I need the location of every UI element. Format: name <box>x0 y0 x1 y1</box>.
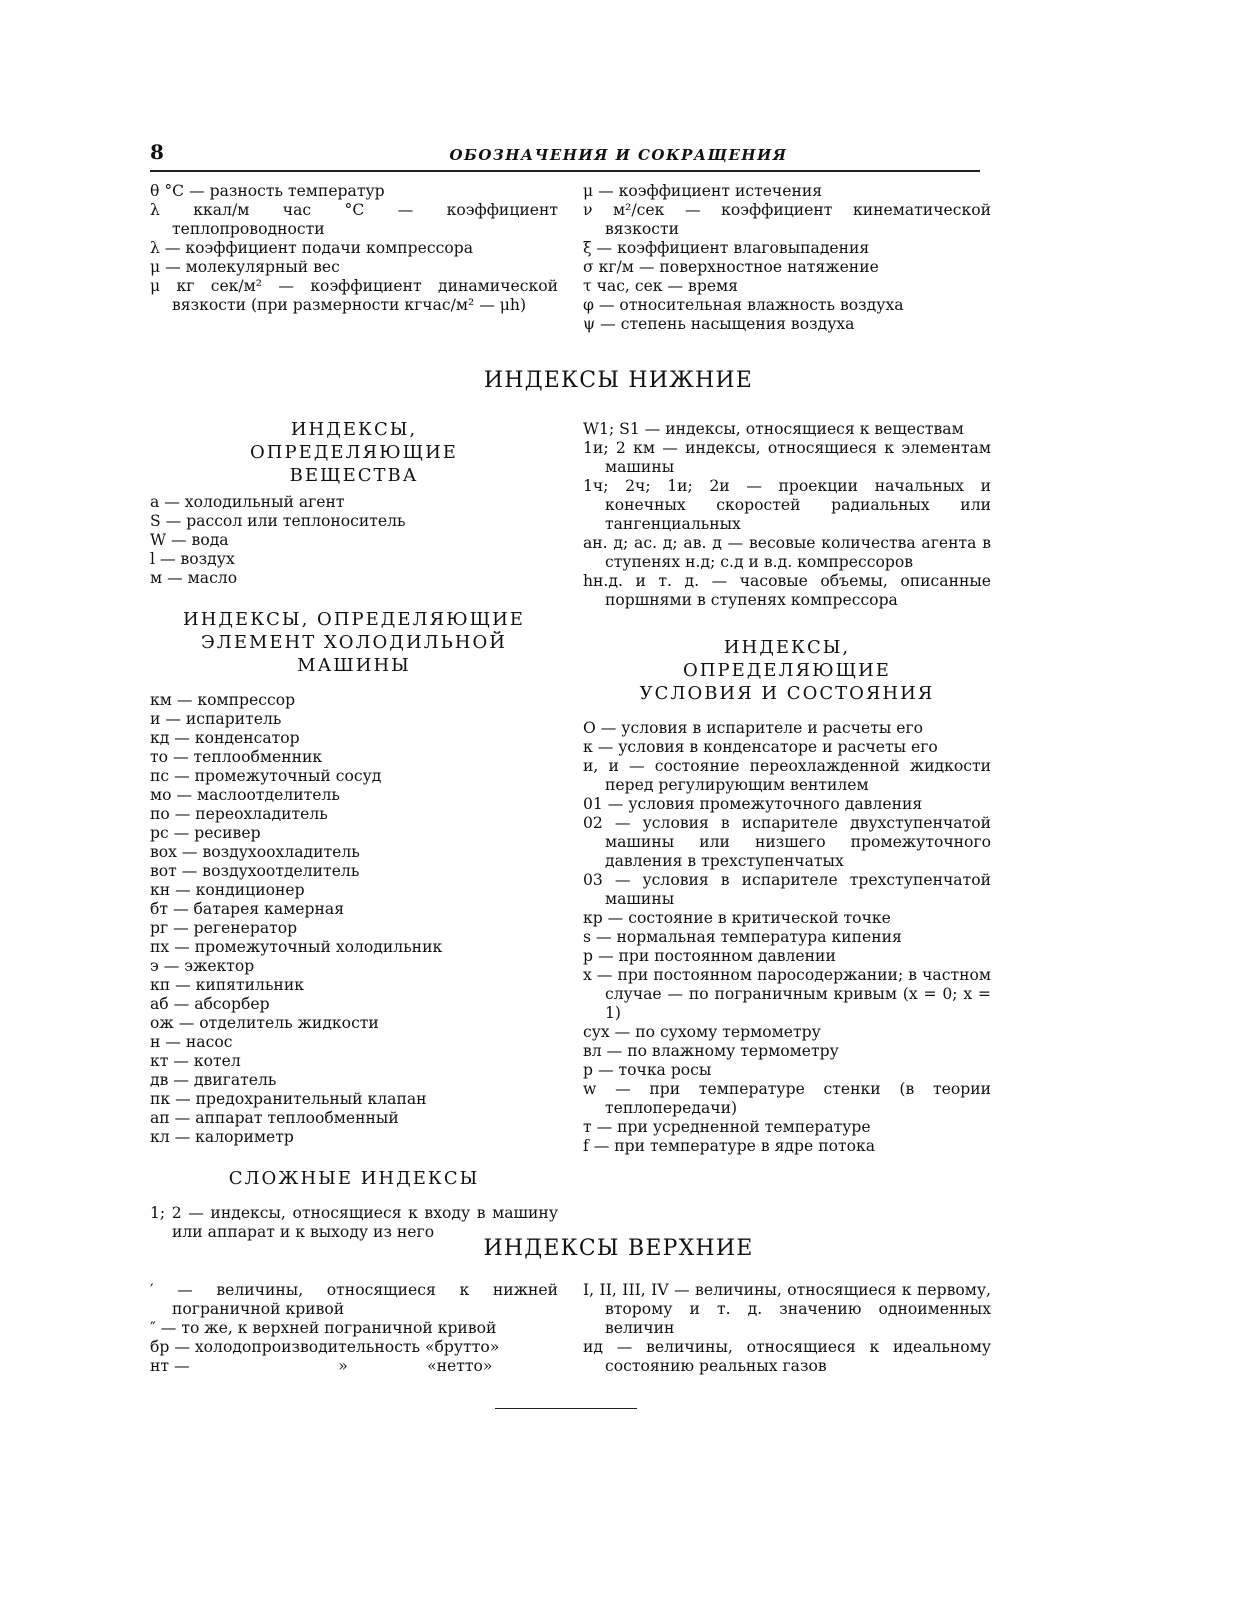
index-entry: мо — маслоотделитель <box>150 786 340 804</box>
index-entry: hн.д. и т. д. — часовые объемы, описанные поршнями в ступенях компрессора <box>583 572 991 609</box>
subsection-title-conditions: ИНДЕКСЫ, ОПРЕДЕЛЯЮЩИЕ УСЛОВИЯ И СОСТОЯНИЯ <box>639 637 935 704</box>
upper-left-column <box>150 1281 558 1376</box>
index-entry: ап — аппарат теплообменный <box>150 1109 399 1127</box>
top-left-column <box>150 182 558 315</box>
index-entry: х — при постоянном паросодержании; в частном случае — по пограничным кривым (x = 0; x = 1) <box>583 966 991 1022</box>
index-entry: ′ — величины, относящиеся к нижней пограничной кривой <box>150 1281 558 1318</box>
section-title-upper-indices: ИНДЕКСЫ ВЕРХНИЕ <box>483 1236 754 1261</box>
notation-entry: φ — относительная влажность воздуха <box>583 296 904 314</box>
index-entry: а — холодильный агент <box>150 493 345 511</box>
section-title-lower-indices: ИНДЕКСЫ НИЖНИЕ <box>483 368 754 393</box>
index-entry: I, II, III, IV — величины, относящиеся к первому, второму и т. д. значению одноименных величин <box>583 1281 991 1337</box>
index-entry: м — масло <box>150 569 238 587</box>
notation-entry: σ кг/м — поверхностное натяжение <box>583 258 879 276</box>
index-entry: р — при постоянном давлении <box>583 947 836 965</box>
index-entry: э — эжектор <box>150 957 255 975</box>
index-entry: бр — холодопроизводительность «брутто» <box>150 1338 500 1356</box>
index-entry: нт — » «нетто» <box>150 1357 493 1375</box>
notation-entry: ξ — коэффициент влаговыпадения <box>583 239 870 257</box>
index-entry: кт — котел <box>150 1052 241 1070</box>
index-entry: s — нормальная температура кипения <box>583 928 902 946</box>
index-entry: 02 — условия в испарителе двухступенчатой машины или низшего промежуточного давления в трехступенчатых <box>583 814 991 870</box>
index-entry: кп — кипятильник <box>150 976 304 994</box>
index-entry: ан. д; ас. д; ав. д — весовые количества агента в ступенях н.д; с.д и в.д. компрессоров <box>583 534 991 571</box>
index-entry: S — рассол или теплоноситель <box>150 512 406 530</box>
index-entry: 1; 2 — индексы, относящиеся к входу в машину или аппарат и к выходу из него <box>150 1204 558 1241</box>
index-entry: ож — отделитель жидкости <box>150 1014 379 1032</box>
index-entry: кл — калориметр <box>150 1128 294 1146</box>
index-entry: вл — по влажному термометру <box>583 1042 839 1060</box>
subsection-title-complex: СЛОЖНЫЕ ИНДЕКСЫ <box>228 1168 480 1189</box>
index-entry: w — при температуре стенки (в теории теплопередачи) <box>583 1080 991 1117</box>
index-entry: ″ — то же, к верхней пограничной кривой <box>150 1319 497 1337</box>
index-entry: и, и — состояние переохлажденной жидкости перед регулирующим вентилем <box>583 757 991 794</box>
notation-entry: ν м²/сек — коэффициент кинематической вязкости <box>583 201 991 238</box>
index-entry: н — насос <box>150 1033 233 1051</box>
index-entry: бт — батарея камерная <box>150 900 345 918</box>
index-entry: f — при температуре в ядре потока <box>583 1137 876 1155</box>
index-entry: кд — конденсатор <box>150 729 300 747</box>
index-entry: О — условия в испарителе и расчеты его <box>583 719 924 737</box>
notation-entry: μ — коэффициент истечения <box>583 182 823 200</box>
subsection-title-substances: ИНДЕКСЫ, ОПРЕДЕЛЯЮЩИЕ ВЕЩЕСТВА <box>250 419 458 486</box>
index-entry: l — воздух <box>150 550 235 568</box>
lower-left-column <box>150 418 558 1242</box>
index-entry: км — компрессор <box>150 691 296 709</box>
index-entry: р — точка росы <box>583 1061 712 1079</box>
index-entry: кр — состояние в критической точке <box>583 909 891 927</box>
index-entry: 1ч; 2ч; 1и; 2и — проекции начальных и конечных скоростей радиальных или тангенциальных <box>583 477 991 533</box>
index-entry: 01 — условия промежуточного давления <box>583 795 923 813</box>
header-rule <box>150 170 980 172</box>
index-entry: к — условия в конденсаторе и расчеты его <box>583 738 938 756</box>
notation-entry: λ ккал/м час °С — коэффициент теплопроводности <box>150 201 558 238</box>
notation-entry: μ — молекулярный вес <box>150 258 340 276</box>
notation-entry: λ — коэффициент подачи компрессора <box>150 239 474 257</box>
subsection-title-elements: ИНДЕКСЫ, ОПРЕДЕЛЯЮЩИЕ ЭЛЕМЕНТ ХОЛОДИЛЬНОЙ МАШИНЫ <box>183 609 525 676</box>
notation-entry: μ кг сек/м² — коэффициент динамической вязкости (при размерности кгчас/м² — μh) <box>150 277 558 314</box>
index-entry: W1; S1 — индексы, относящиеся к веществам <box>583 420 964 438</box>
index-entry: по — переохладитель <box>150 805 328 823</box>
index-entry: аб — абсорбер <box>150 995 270 1013</box>
index-entry: 03 — условия в испарителе трехступенчатой машины <box>583 871 991 908</box>
index-entry: пх — промежуточный холодильник <box>150 938 443 956</box>
lower-right-column <box>583 420 991 1156</box>
running-title: ОБОЗНАЧЕНИЯ И СОКРАЩЕНИЯ <box>449 146 788 164</box>
index-entry: т — при усредненной температуре <box>583 1118 871 1136</box>
index-entry: вох — воздухоохладитель <box>150 843 360 861</box>
notation-entry: ψ — степень насыщения воздуха <box>583 315 855 333</box>
index-entry: ид — величины, относящиеся к идеальному состоянию реальных газов <box>583 1338 991 1375</box>
index-entry: и — испаритель <box>150 710 282 728</box>
index-entry: пк — предохранительный клапан <box>150 1090 427 1108</box>
index-entry: вот — воздухоотделитель <box>150 862 360 880</box>
footer-rule <box>495 1408 637 1409</box>
page-number: 8 <box>150 140 164 164</box>
index-entry: 1и; 2 км — индексы, относящиеся к элементам машины <box>583 439 991 476</box>
index-entry: рс — ресивер <box>150 824 261 842</box>
notation-entry: θ °С — разность температур <box>150 182 385 200</box>
index-entry: пс — промежуточный сосуд <box>150 767 382 785</box>
notation-entry: τ час, сек — время <box>583 277 739 295</box>
index-entry: кн — кондиционер <box>150 881 305 899</box>
top-right-column <box>583 182 991 334</box>
index-entry: то — теплообменник <box>150 748 323 766</box>
index-entry: сух — по сухому термометру <box>583 1023 821 1041</box>
index-entry: дв — двигатель <box>150 1071 277 1089</box>
upper-right-column <box>583 1281 991 1376</box>
index-entry: рг — регенератор <box>150 919 298 937</box>
index-entry: W — вода <box>150 531 229 549</box>
